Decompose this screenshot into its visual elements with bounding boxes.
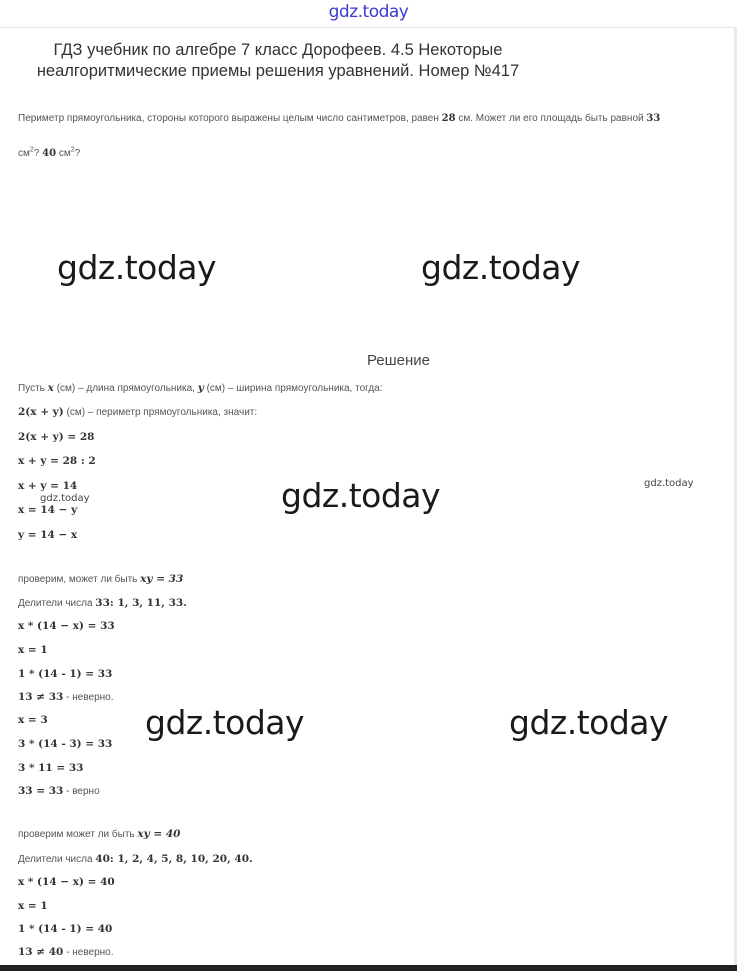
divisors-list: : 1, 3, 11, 33. [109,597,187,609]
text: - верно [63,786,100,797]
site-header [0,0,737,28]
divisors-list: : 1, 2, 4, 5, 8, 10, 20, 40. [109,853,253,865]
divisors-33-line [18,597,187,609]
perimeter-line [18,406,257,418]
area-value-40: 40 [42,148,57,159]
problem-statement [18,101,723,171]
equation: x * (14 − x) = 33 [18,620,115,632]
equation: x = 1 [18,900,48,912]
perimeter-value: 28 [441,113,456,124]
equation: y = 14 − x [18,529,78,541]
expression: xy = 33 [140,573,184,585]
divisors-40-line [18,853,253,865]
problem-text-part: см. Может ли его площадь быть равной [455,113,647,124]
text: (см) – периметр прямоугольника, значит: [63,407,258,418]
unit-cm: см [18,148,30,159]
expression: xy = 40 [137,828,181,840]
result-line [18,946,114,958]
result-line [18,691,114,703]
area-value-33: 33 [646,113,661,124]
text: проверим, может ли быть [18,574,141,585]
equation: 1 * (14 - 1) = 33 [18,668,113,680]
site-logo[interactable]: gdz.today [328,2,409,22]
text: Делители числа [18,598,96,609]
unit-exponent: 2 [29,146,34,154]
question-mark: ? [33,148,40,159]
number: 33 [95,597,110,609]
result-line [18,785,100,797]
text: - неверно. [63,692,114,703]
text: (см) – длина прямоугольника, [53,383,198,394]
check-33-line [18,573,183,585]
unit-cm: см [58,148,71,159]
question-mark: ? [74,148,81,159]
text: Пусть [18,383,48,394]
equation: 2(x + y) = 28 [18,431,95,443]
solution-heading: Решение [366,352,431,369]
number: 40 [95,853,110,865]
expression: 13 ≠ 40 [18,946,64,958]
page-title: ГДЗ учебник по алгебре 7 класс Дорофеев. 4.5 Некоторые неалгоритмические приемы решения уравнений. Номер №417 [36,41,520,80]
watermark: gdz.today [281,476,441,515]
text: проверим может ли быть [18,829,138,840]
watermark: gdz.today [145,703,305,742]
expression: 13 ≠ 33 [18,691,64,703]
equation: x + y = 28 : 2 [18,455,96,467]
problem-text-part: Периметр прямоугольника, стороны которого выражены целым число сантиметров, равен [18,113,442,124]
unit-exponent: 2 [70,146,75,154]
equation: x * (14 − x) = 40 [18,876,115,888]
watermark-small: gdz.today [40,493,90,504]
expression: 2(x + y) [18,406,64,418]
watermark: gdz.today [509,703,669,742]
check-40-line [18,828,180,840]
bottom-bar [0,965,737,971]
equation: x = 14 − y [18,504,78,516]
text: Делители числа [18,854,96,865]
text: (см) – ширина прямоугольника, тогда: [203,383,383,394]
watermark-small: gdz.today [644,478,694,489]
variable-x: x [47,382,54,394]
equation: 3 * 11 = 33 [18,762,84,774]
watermark: gdz.today [421,248,581,287]
solution-intro [18,382,383,394]
equation: x + y = 14 [18,480,78,492]
equation: 1 * (14 - 1) = 40 [18,923,113,935]
expression: 33 = 33 [18,785,64,797]
text: - неверно. [63,947,114,958]
equation: 3 * (14 - 3) = 33 [18,738,113,750]
variable-y: y [197,382,204,394]
equation: x = 1 [18,644,48,656]
equation: x = 3 [18,714,48,726]
watermark: gdz.today [57,248,217,287]
